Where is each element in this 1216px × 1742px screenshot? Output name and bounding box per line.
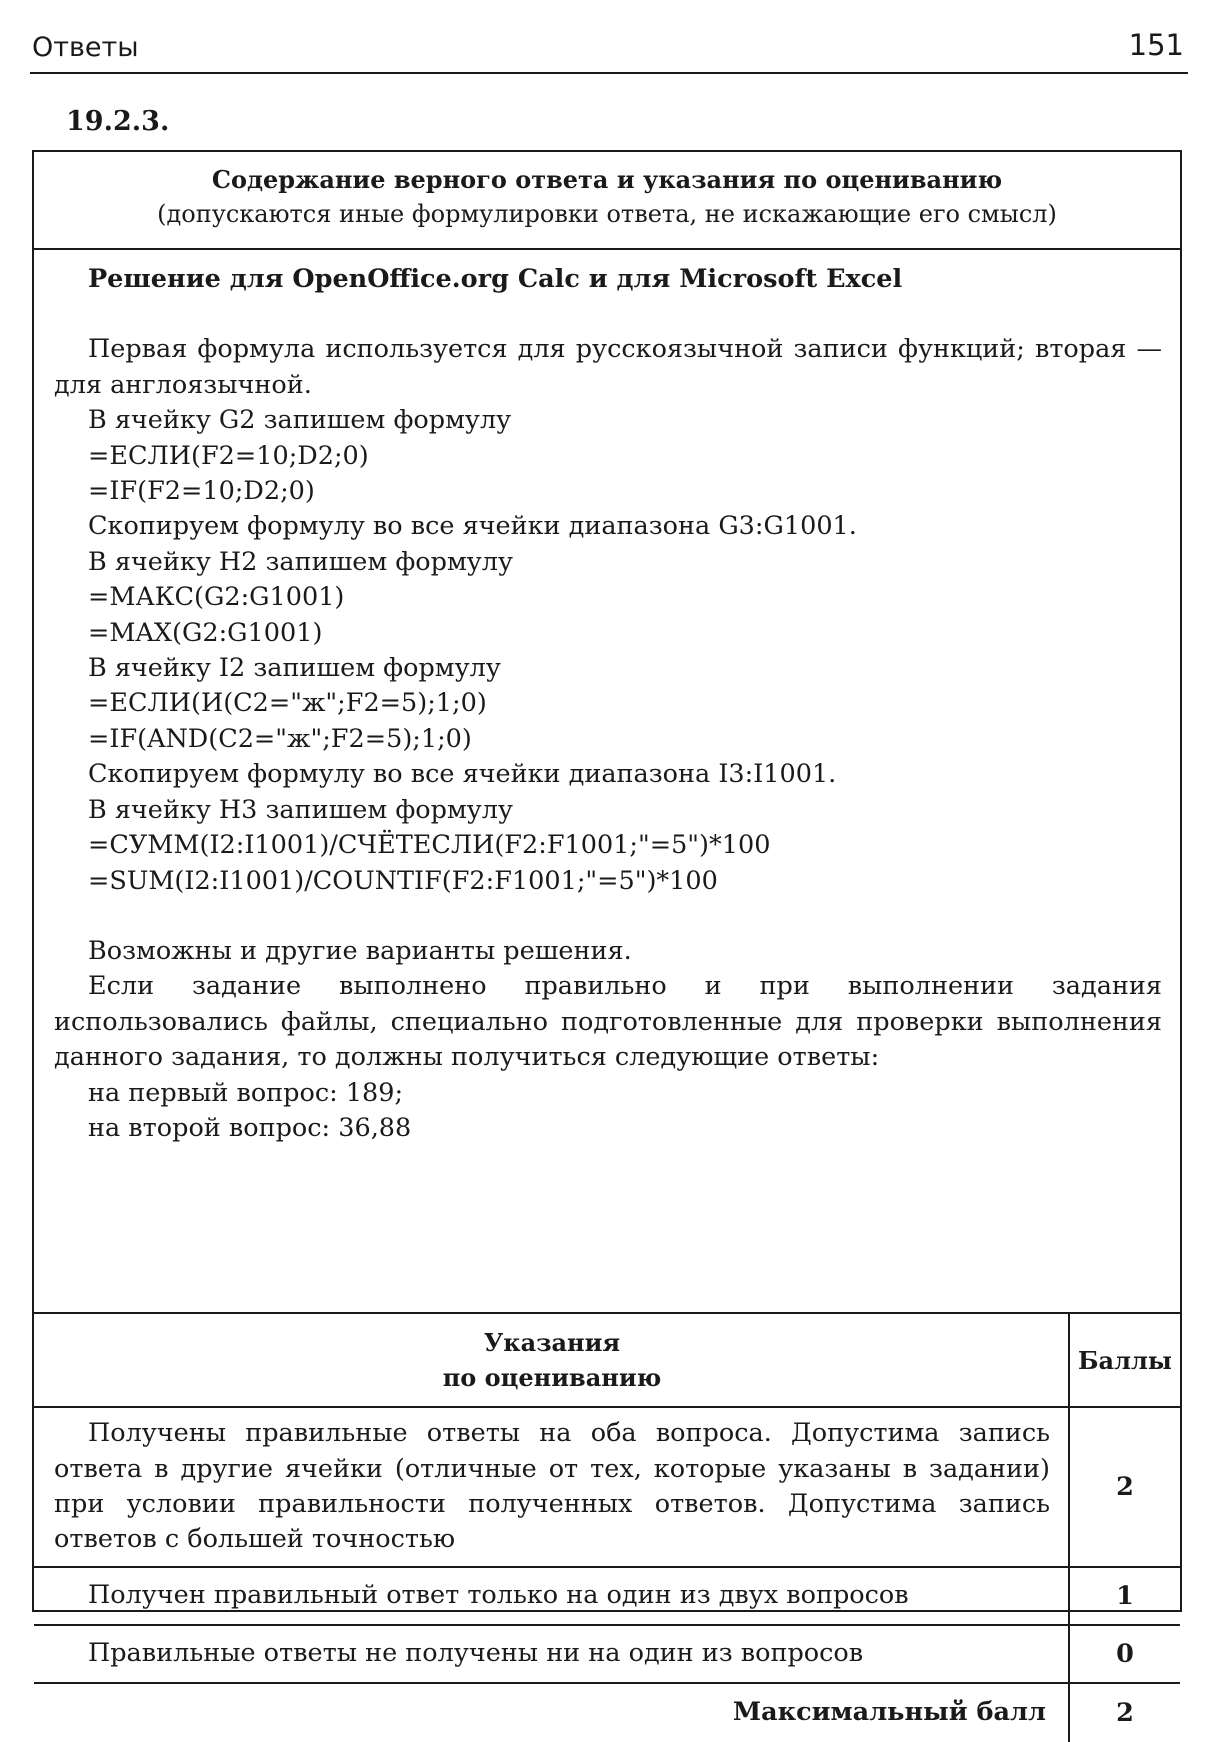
grading-row: [34, 1408, 1180, 1568]
formula-line: =MAX(G2:G1001): [88, 617, 323, 648]
criterion-text: Получен правильный ответ только на один из двух вопросов: [88, 1580, 909, 1611]
formula-line: =ЕСЛИ(F2=10;D2;0): [88, 440, 369, 471]
criterion-text: Правильные ответы не получены ни на один из вопросов: [88, 1638, 864, 1669]
solution-line: В ячейку I2 запишем формулу: [88, 653, 501, 684]
criteria-header-line: Указания: [483, 1327, 621, 1357]
solution-line: Скопируем формулу во все ячейки диапазона I3:I1001.: [88, 759, 837, 790]
criterion-text: Получены правильные ответы на оба вопроса. Допустима запись ответа в другие ячейки (отличные от тех, которые указаны в задании) при условии правильности полученных ответов. Допустима запись ответов с большей точностью: [54, 1418, 1050, 1555]
formula-line: =SUM(I2:I1001)/COUNTIF(F2:F1001;"=5")*100: [88, 865, 718, 896]
solution-heading: Решение для OpenOffice.org Calc и для Microsoft Excel: [88, 264, 903, 294]
formula-line: =СУММ(I2:I1001)/СЧЁТЕСЛИ(F2:F1001;"=5")*100: [88, 830, 771, 861]
answer-table-subtitle: (допускаются иные формулировки ответа, не искажающие его смысл): [157, 200, 1057, 228]
formula-line: =ЕСЛИ(И(C2="ж";F2=5);1;0): [88, 688, 487, 719]
page-number: 151: [1128, 28, 1184, 62]
other-variants-note: Возможны и другие варианты решения.: [88, 935, 632, 966]
solution-line: В ячейку G2 запишем формулу: [88, 405, 512, 436]
answer-first-question: на первый вопрос: 189;: [88, 1077, 404, 1108]
criteria-column-header: [34, 1314, 1070, 1406]
points-cell: 1: [1116, 1581, 1134, 1611]
answer-table-header: [34, 152, 1180, 250]
max-score-row: [34, 1684, 1180, 1742]
criterion-cell: [34, 1408, 1070, 1566]
section-title: Ответы: [32, 32, 139, 63]
criteria-header-line: по оцениванию: [442, 1363, 662, 1392]
solution-line: В ячейку H3 запишем формулу: [88, 794, 514, 825]
grading-table-header-row: [34, 1314, 1180, 1408]
solution-line: В ячейку H2 запишем формулу: [88, 546, 514, 577]
formula-line: =IF(F2=10;D2;0): [88, 476, 315, 507]
criterion-cell: [34, 1626, 1070, 1682]
grading-row: [34, 1568, 1180, 1626]
points-cell: 0: [1116, 1639, 1134, 1669]
solution-block: [34, 250, 1180, 1312]
answer-table-title: Содержание верного ответа и указания по оцениванию: [211, 165, 1003, 194]
expected-answers-intro: Если задание выполнено правильно и при выполнении задания использовались файлы, специально подготовленные для проверки выполнения данного задания, то должны получиться следующие ответы:: [54, 971, 1162, 1073]
max-score-label: Максимальный балл: [34, 1684, 1070, 1742]
spacer: [54, 899, 1162, 934]
answer-second-question: на второй вопрос: 36,88: [88, 1112, 412, 1143]
solution-line: Скопируем формулу во все ячейки диапазона G3:G1001.: [88, 511, 857, 542]
points-column-header: Баллы: [1078, 1345, 1172, 1375]
task-number: 19.2.3.: [66, 106, 170, 137]
answer-table: [32, 150, 1182, 1728]
criterion-cell: [34, 1568, 1070, 1624]
grading-row: [34, 1626, 1180, 1684]
running-head: [30, 28, 1188, 74]
points-cell: 2: [1116, 1472, 1134, 1502]
formula-line: =IF(AND(C2="ж";F2=5);1;0): [88, 723, 472, 754]
grading-table: [34, 1312, 1180, 1742]
max-score-value: 2: [1116, 1698, 1134, 1728]
formula-line: =МАКС(G2:G1001): [88, 582, 345, 613]
solution-intro: Первая формула используется для русскоязычной записи функций; вторая — для англоязычной.: [54, 334, 1162, 400]
